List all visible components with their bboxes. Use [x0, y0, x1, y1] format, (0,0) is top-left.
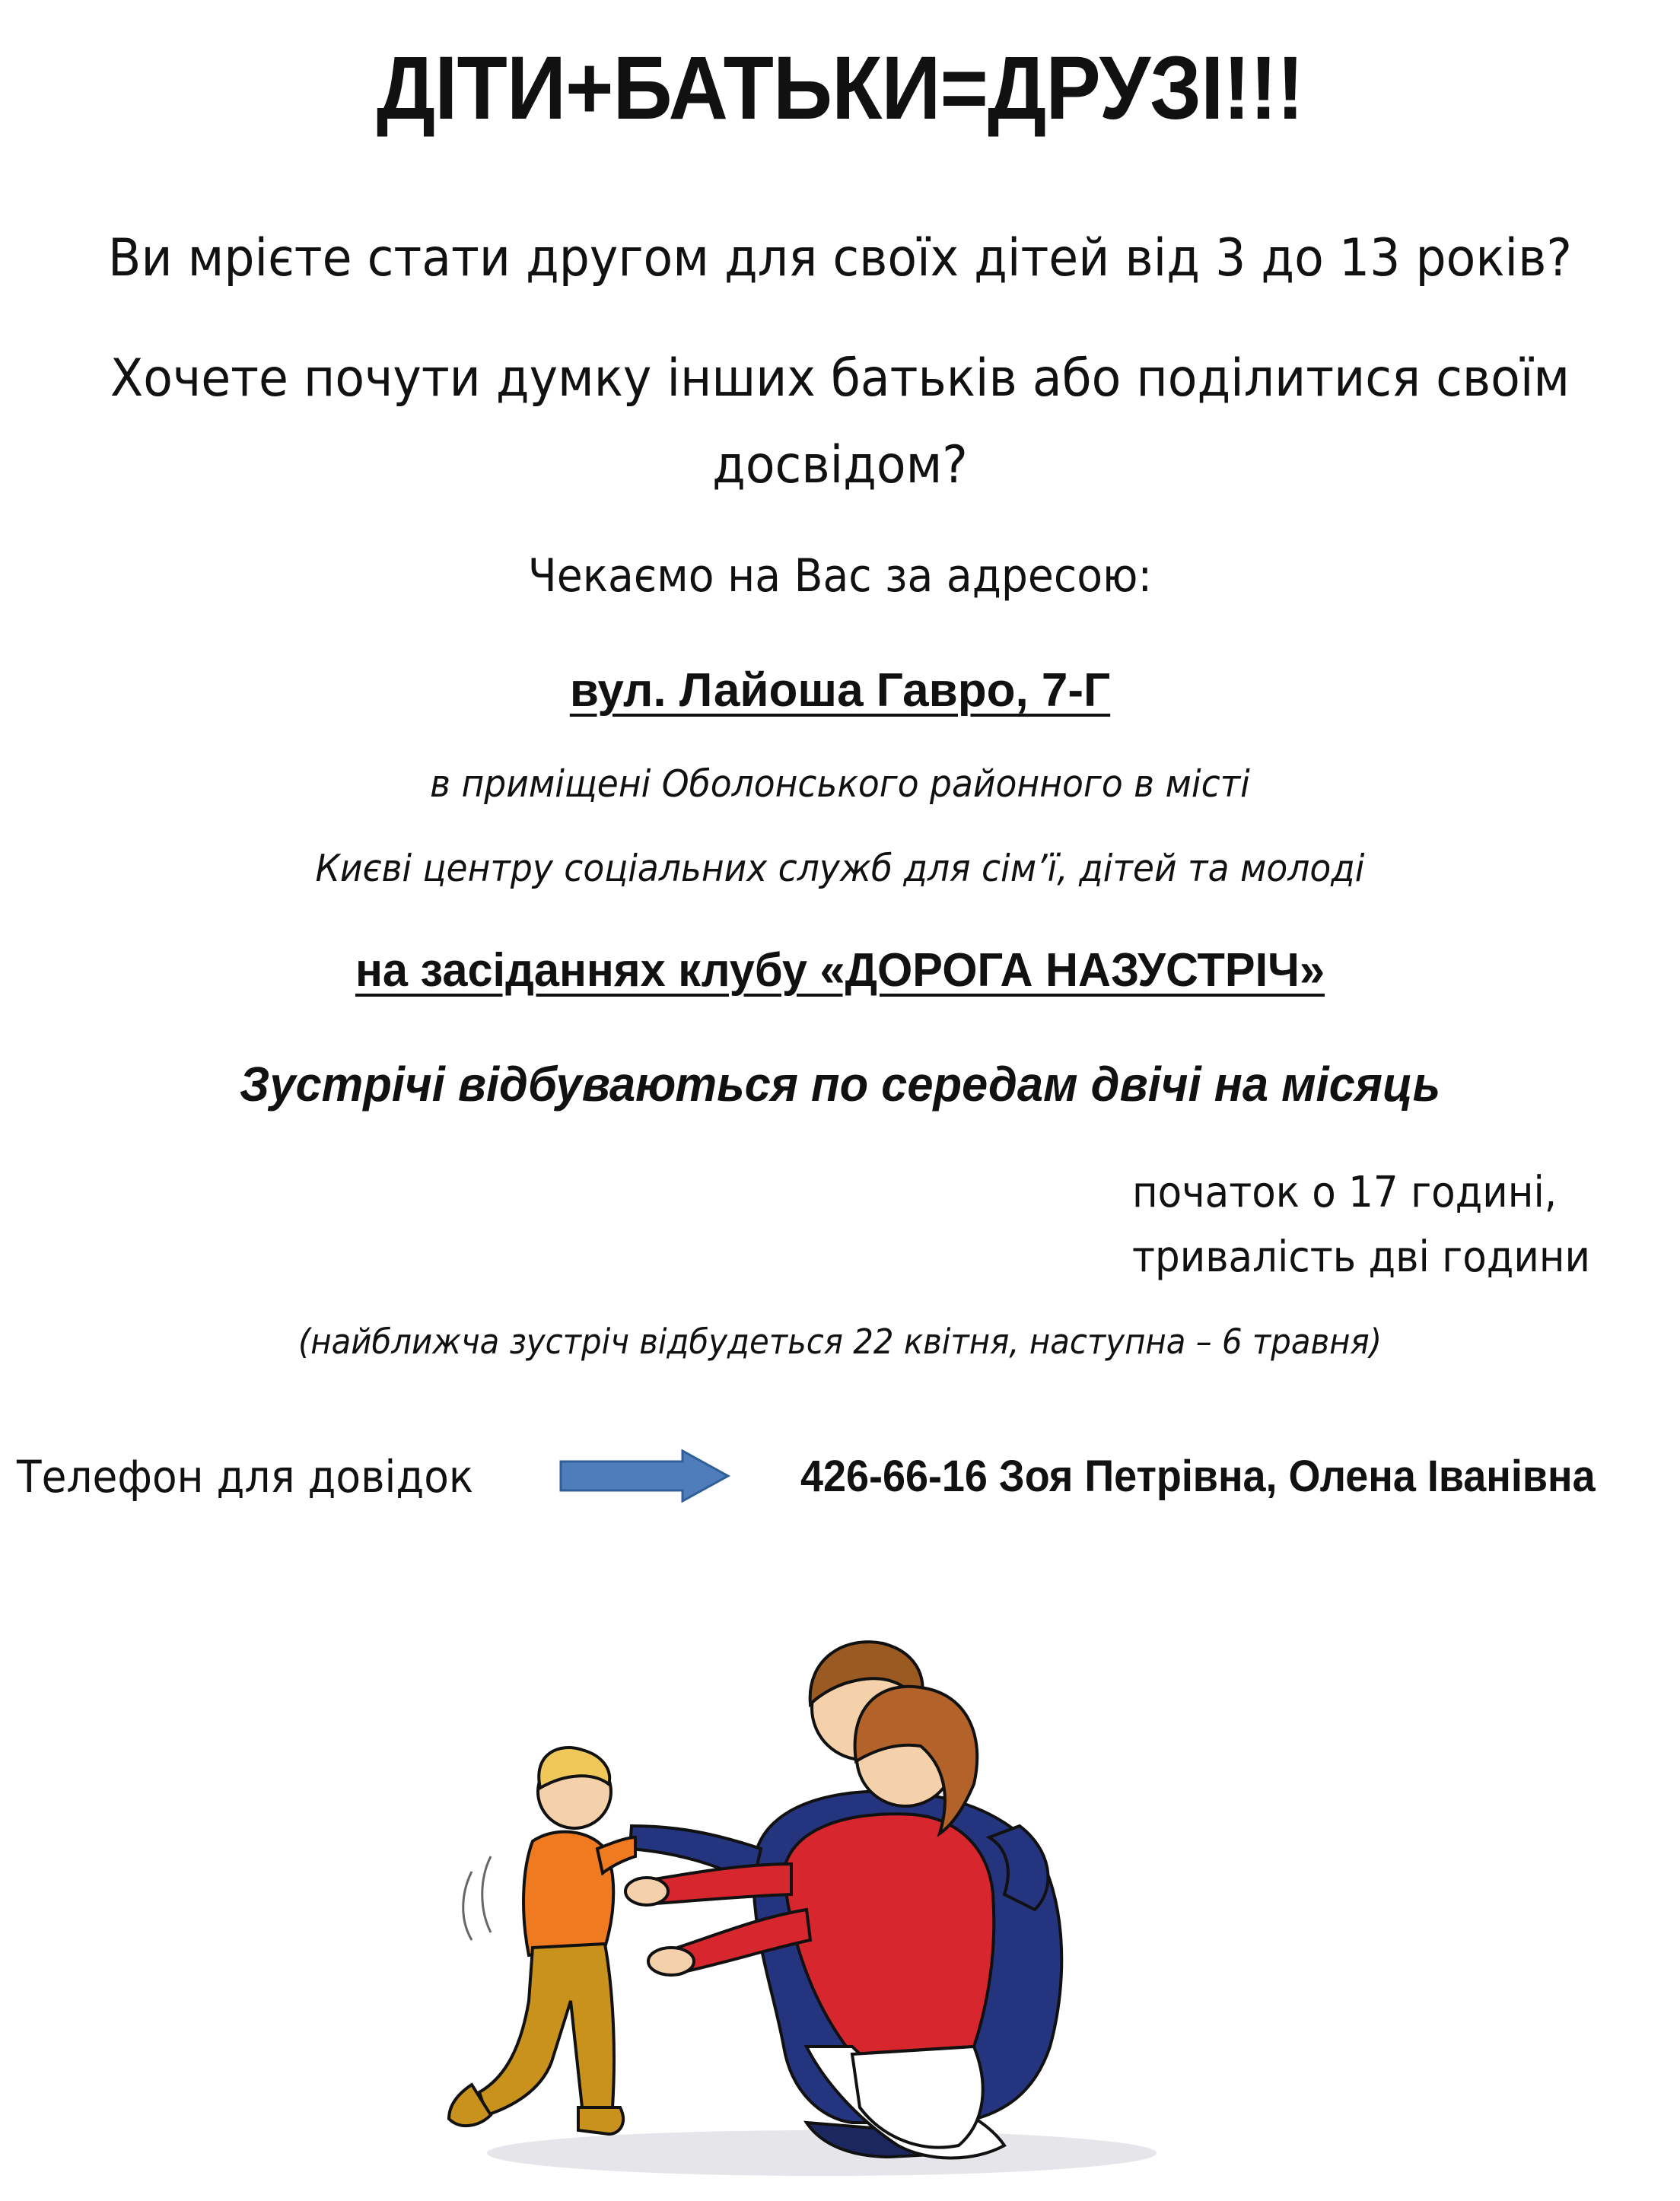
meeting-schedule: Зустрічі відбуваються по середам двічі на місяць: [239, 1057, 1441, 1112]
street-address: вул. Лайоша Гавро, 7-Г: [569, 664, 1111, 717]
venue-line-2: Києві центру соціальних служб для сім’ї, дітей та молоді: [315, 847, 1365, 890]
address-intro: Чекаємо на Вас за адресою:: [527, 549, 1153, 603]
question-age: Ви мрієте стати другом для своїх дітей від 3 до 13 років?: [108, 228, 1572, 288]
child-figure: [449, 1748, 635, 2134]
duration: тривалість дві години: [1132, 1232, 1590, 1282]
family-embrace-illustration: [426, 1621, 1233, 2176]
motion-lines: [463, 1856, 491, 1940]
poster-title: ДІТИ+БАТЬКИ=ДРУЗІ!!!: [376, 38, 1304, 138]
right-arrow-icon: [559, 1449, 730, 1503]
start-time: початок о 17 годині,: [1132, 1168, 1558, 1217]
phone-label: Телефон для довідок: [17, 1451, 474, 1503]
phone-contacts: 426-66-16 Зоя Петрівна, Олена Іванівна: [800, 1452, 1596, 1501]
question-experience-line-2: досвідом?: [712, 435, 968, 495]
venue-line-1: в приміщені Оболонського районного в місті: [430, 762, 1250, 806]
next-meetings-note: (найближча зустріч відбудеться 22 квітня, наступна – 6 травня): [298, 1322, 1382, 1362]
club-name: на засіданнях клубу «ДОРОГА НАЗУСТРІЧ»: [355, 944, 1325, 997]
question-experience-line-1: Хочете почути думку інших батьків або поділитися своїм: [110, 348, 1570, 409]
